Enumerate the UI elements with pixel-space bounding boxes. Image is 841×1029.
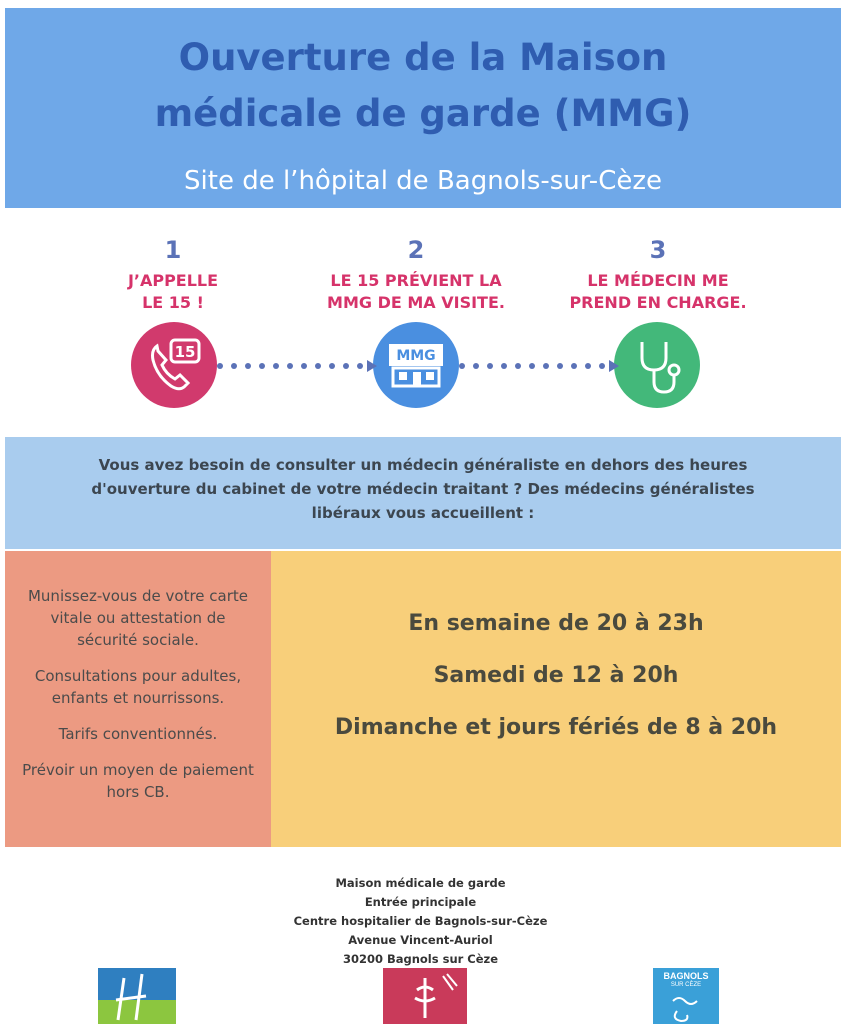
mmg-building-icon xyxy=(373,322,459,408)
stethoscope-icon xyxy=(614,322,700,408)
step-number: 3 xyxy=(649,236,667,264)
step-label-line-1: LE MÉDECIN ME xyxy=(587,271,729,290)
connector-1-2 xyxy=(216,360,378,372)
address-line-4: Avenue Vincent-Auriol xyxy=(348,933,493,947)
ordre-logo xyxy=(383,968,467,1024)
hours-saturday: Samedi de 12 à 20h xyxy=(433,663,679,688)
phone-15-icon xyxy=(131,322,217,408)
step-label-line-2: LE 15 ! xyxy=(142,293,204,312)
step-label-line-2: MMG DE MA VISITE. xyxy=(327,293,505,312)
info-item: Consultations pour adultes, enfants et nourrissons. xyxy=(34,667,242,707)
mmg-text: MMG xyxy=(396,348,436,364)
page-subtitle: Site de l’hôpital de Bagnols-sur-Cèze xyxy=(184,166,662,196)
bagnols-logo xyxy=(653,968,719,1024)
intro-line-1: Vous avez besoin de consulter un médecin généraliste en dehors des heures xyxy=(98,456,748,474)
step-label xyxy=(316,270,516,314)
hours-panel xyxy=(271,551,841,847)
intro-line-3: libéraux vous accueillent : xyxy=(311,504,535,522)
step-label xyxy=(558,270,758,314)
address-line-3: Centre hospitalier de Bagnols-sur-Cèze xyxy=(293,914,548,928)
info-item: Tarifs conventionnés. xyxy=(58,725,218,743)
step-label xyxy=(73,270,273,314)
step-label-line-1: LE 15 PRÉVIENT LA xyxy=(330,271,502,290)
step-number: 1 xyxy=(164,236,182,264)
step-2 xyxy=(316,236,516,314)
info-item: Prévoir un moyen de paiement hors CB. xyxy=(22,761,254,801)
hours-sunday: Dimanche et jours fériés de 8 à 20h xyxy=(334,715,778,740)
bagnols-logo-name: BAGNOLS xyxy=(663,971,709,981)
hospital-logo xyxy=(98,968,176,1024)
address-line-1: Maison médicale de garde xyxy=(335,876,506,890)
page-title xyxy=(5,30,841,142)
step-label-line-1: J’APPELLE xyxy=(127,271,219,290)
phone-15-text: 15 xyxy=(174,343,196,361)
step-1 xyxy=(73,236,273,314)
title-line-2: médicale de garde (MMG) xyxy=(154,92,692,135)
hours-weekday: En semaine de 20 à 23h xyxy=(408,611,704,636)
address-line-5: 30200 Bagnols sur Cèze xyxy=(342,952,499,966)
bagnols-logo-subname: SUR CÈZE xyxy=(670,982,702,988)
step-number: 2 xyxy=(407,236,425,264)
address-line-2: Entrée principale xyxy=(364,895,477,909)
info-panel xyxy=(5,551,271,847)
info-item: Munissez-vous de votre carte vitale ou attestation de sécurité sociale. xyxy=(27,587,248,649)
intro-line-2: d'ouverture du cabinet de votre médecin traitant ? Des médecins généralistes xyxy=(91,480,755,498)
connector-2-3 xyxy=(458,360,620,372)
title-line-1: Ouverture de la Maison xyxy=(178,36,668,79)
address-block xyxy=(0,874,841,969)
header-banner xyxy=(5,8,841,208)
step-label-line-2: PREND EN CHARGE. xyxy=(569,293,747,312)
intro-banner xyxy=(5,437,841,549)
step-3 xyxy=(558,236,758,314)
